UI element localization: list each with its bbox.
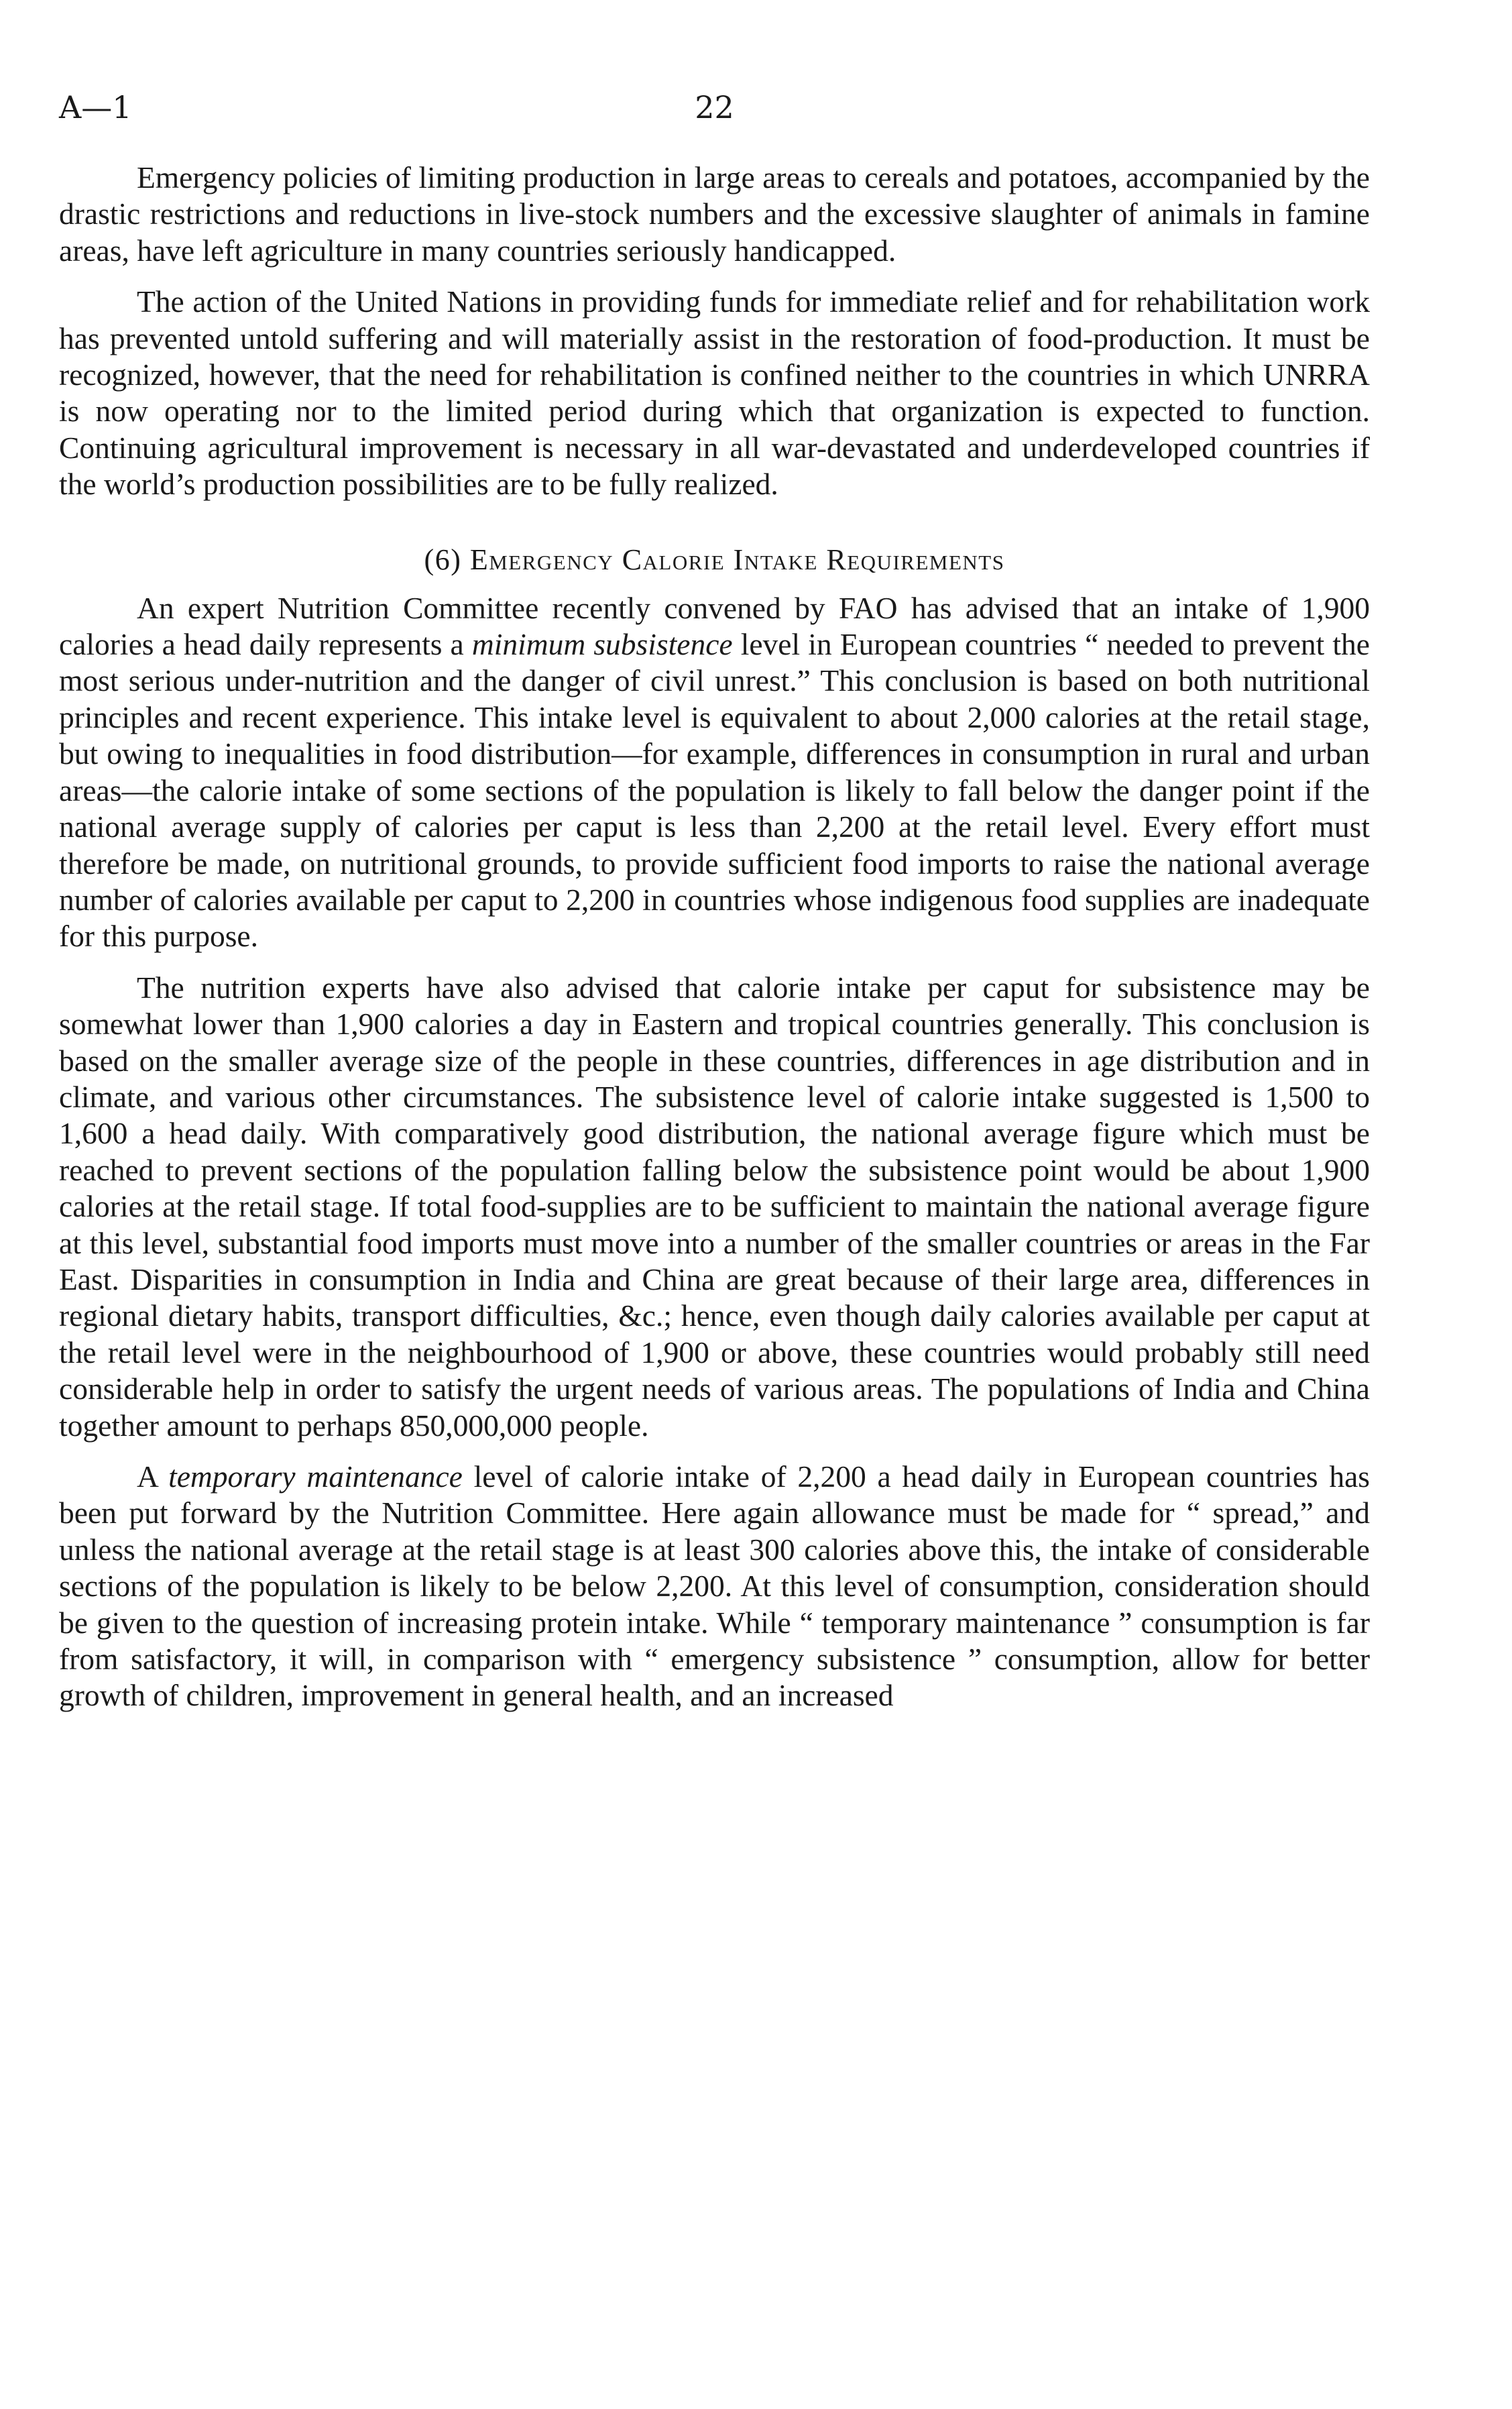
section-number: (6) bbox=[424, 543, 462, 576]
paragraph bbox=[59, 1459, 1370, 1714]
paragraph-text: An expert Nutrition Committee recently convened by FAO has advised that an intake of 1,900 calories a head daily represents a bbox=[59, 590, 1370, 662]
emphasis-text: minimum subsistence bbox=[471, 627, 733, 662]
document-body bbox=[59, 160, 1370, 1714]
document-page bbox=[59, 80, 1370, 1714]
emphasis-text: temporary maintenance bbox=[168, 1459, 463, 1494]
paragraph: Emergency policies of limiting production in large areas to cereals and potatoes, accompanied by the drastic restrictions and reductions in live-stock numbers and the excessive slaughter of animals in famine areas, have left agriculture in many countries seriously handicapped. bbox=[59, 160, 1370, 268]
paragraph-text: A bbox=[137, 1459, 169, 1494]
paragraph: The nutrition experts have also advised that calorie intake per caput for subsistence may be somewhat lower than 1,900 calories a day in Eastern and tropical countries generally. This conclusion is based on the smaller average size of the people in these countries, differences in age distribution and in climate, and various other circumstances. The subsistence level of calorie intake suggested is 1,500 to 1,600 a head daily. With comparatively good distribution, the national average figure which must be reached to prevent sections of the population falling below the subsistence point would be about 1,900 calories at the retail stage. If total food-supplies are to be sufficient to maintain the national average figure at this level, substantial food imports must move into a number of the smaller countries or areas in the Far East. Disparities in consumption in India and China are great because of their large area, differences in regional dietary habits, transport difficulties, &c.; hence, even though daily calories available per caput at the retail level were in the neighbourhood of 1,900 or above, these countries would probably still need considerable help in order to satisfy the urgent needs of various areas. The populations of India and China together amount to perhaps 850,000,000 people. bbox=[59, 970, 1370, 1443]
page-header bbox=[59, 80, 1370, 134]
paragraph-text: level in European countries “ needed to prevent the most serious under-nutrition and the danger of civil unrest.” This conclusion is based on both nutritional principles and recent experience. This intake level is equivalent to about 2,000 calories at the retail stage, but owing to inequalities in food distribution—for example, differences in consumption in rural and urban areas—the calorie intake of some sections of the population is likely to fall below the danger point if the national average supply of calories per caput is less than 2,200 at the retail level. Every effort must therefore be made, on nutritional grounds, to provide sufficient food imports to raise the national average number of calories available per caput to 2,200 in countries whose indigenous food supplies are inadequate for this purpose. bbox=[59, 627, 1370, 954]
paragraph bbox=[59, 590, 1370, 955]
page-number: 22 bbox=[695, 89, 734, 125]
document-code: A—1 bbox=[59, 89, 132, 125]
paragraph-text: level of calorie intake of 2,200 a head daily in European countries has been put forward by the Nutrition Committee. Here again allowance must be made for “ spread,” and unless the national average at the retail stage is at least 300 calories above this, the intake of considerable sections of the population is likely to be below 2,200. At this level of consumption, consideration should be given to the question of increasing protein intake. While “ temporary maintenance ” consumption is far from satisfactory, it will, in comparison with “ emergency subsistence ” consumption, allow for better growth of children, improvement in general health, and an increased bbox=[59, 1459, 1370, 1713]
section-heading bbox=[59, 543, 1370, 577]
section-title: Emergency Calorie Intake Requirements bbox=[469, 543, 1005, 576]
paragraph: The action of the United Nations in providing funds for immediate relief and for rehabilitation work has prevented untold suffering and will materially assist in the restoration of food-production. It must be recognized, however, that the need for rehabilitation is confined neither to the countries in which UNRRA is now operating nor to the limited period during which that organization is expected to function. Continuing agricultural improvement is necessary in all war-devastated and underdeveloped countries if the world’s production possibilities are to be fully realized. bbox=[59, 284, 1370, 502]
